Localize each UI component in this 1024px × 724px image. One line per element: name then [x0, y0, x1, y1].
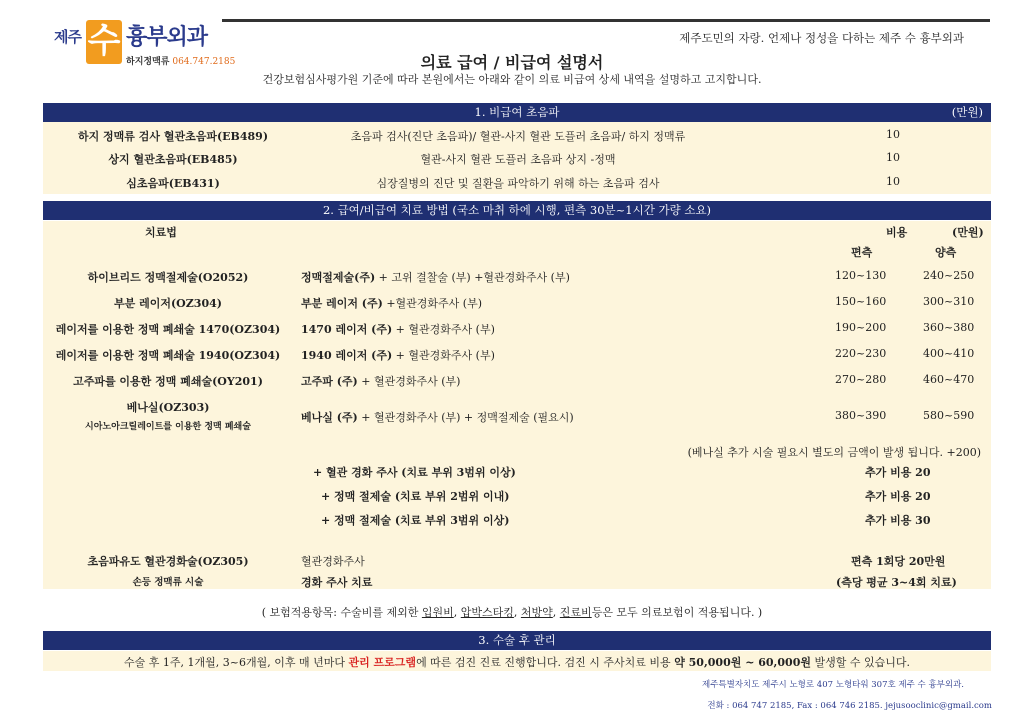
logo-mark: 수	[86, 20, 122, 64]
extra1-cost: 추가 비용 20	[865, 466, 931, 479]
top-rule	[222, 19, 990, 22]
s2-row4-desc: 1940 레이저 (주) + 혈관경화주사 (부)	[301, 349, 495, 362]
logo-region: 제주	[54, 28, 81, 46]
sclero-cost: 편측 1회당 20만원	[851, 555, 946, 568]
venaseal-note: (베나실 추가 시술 필요시 별도의 금액이 발생 됩니다. +200)	[687, 446, 981, 459]
sclero-name: 초음파유도 혈관경화술(OZ305)	[87, 555, 249, 568]
footer-address: 제주특별자치도 제주시 노형로 407 노형타워 307호 제주 수 흉부외과.	[701, 680, 964, 690]
logo-name: 흉부외과	[126, 24, 208, 50]
section1-unit: (만원)	[951, 105, 983, 119]
section1-header: 1. 비급여 초음파 (만원)	[43, 103, 991, 122]
s1-row1-price: 10	[886, 128, 900, 141]
s1-row3-name: 심초음파(EB431)	[126, 177, 220, 190]
sclero-cost2: (측당 평균 3~4회 치료)	[836, 576, 957, 589]
logo-sub: 하지정맥류 064.747.2185	[126, 57, 236, 67]
col-method: 치료법	[145, 226, 177, 239]
section2-table	[43, 239, 991, 589]
venaseal-name: 베나실(OZ303)	[126, 401, 210, 414]
s1-row1-name: 하지 정맥류 검사 혈관초음파(EB489)	[77, 130, 269, 143]
s2-row2-desc: 부분 레이저 (주) +혈관경화주사 (부)	[301, 297, 483, 310]
s2-row3-name: 레이저를 이용한 정맥 폐쇄술 1470(OZ304)	[55, 323, 281, 336]
s1-row3-price: 10	[886, 175, 900, 188]
sclero-desc: 혈관경화주사	[301, 555, 365, 568]
section3-text: 수술 후 1주, 1개월, 3~6개월, 이후 매 년마다 관리 프로그램에 따른 검진 진료 진행합니다. 검진 시 주사치료 비용 약 50,000원 ~ 60,000원 발생할 수 있습니다.	[124, 656, 910, 669]
s2-row3-both: 360~380	[923, 321, 975, 334]
s2-row4-name: 레이저를 이용한 정맥 폐쇄술 1940(OZ304)	[55, 349, 281, 362]
venaseal-subname: 시아노아크릴레이트를 이용한 정맥 폐쇄술	[85, 422, 251, 432]
extra3-cost: 추가 비용 30	[865, 514, 931, 527]
s1-row2-desc: 혈관-사지 혈관 도플러 초음파 상지 -정맥	[420, 153, 616, 166]
s2-row5-both: 460~470	[923, 373, 975, 386]
s1-row2-price: 10	[886, 151, 900, 164]
s2-row1-desc: 정맥절제술(주) + 고위 결찰술 (부) +혈관경화주사 (부)	[301, 271, 570, 284]
section2-header: 2. 급여/비급여 치료 방법 (국소 마취 하에 시행, 편측 30분~1시간 가량 소요)	[43, 201, 991, 220]
venaseal-one: 380~390	[835, 409, 887, 422]
s2-row4-both: 400~410	[923, 347, 975, 360]
sclero-name2: 손등 정맥류 시술	[132, 577, 204, 588]
s2-row4-one: 220~230	[835, 347, 887, 360]
col-cost: 비용	[886, 226, 908, 239]
s2-row5-desc: 고주파 (주) + 혈관경화주사 (부)	[301, 375, 461, 388]
s1-row3-desc: 심장질병의 진단 및 질환을 파악하기 위해 하는 초음파 검사	[376, 177, 660, 190]
col-unit: (만원)	[952, 226, 984, 239]
sclero-desc2: 경화 주사 치료	[301, 576, 373, 589]
s2-row1-name: 하이브리드 정맥절제술(O2052)	[87, 271, 249, 284]
section2-colheader	[43, 221, 991, 239]
extra2-cost: 추가 비용 20	[865, 490, 931, 503]
s2-row5-one: 270~280	[835, 373, 887, 386]
section3-body	[43, 651, 991, 671]
s2-row2-one: 150~160	[835, 295, 887, 308]
s1-row1-desc: 초음파 검사(진단 초음파)/ 혈관-사지 혈관 도플러 초음파/ 하지 정맥류	[350, 130, 686, 143]
page-title: 의료 급여 / 비급여 설명서	[420, 53, 604, 72]
s2-row3-desc: 1470 레이저 (주) + 혈관경화주사 (부)	[301, 323, 495, 336]
col-both-sides: 양측	[935, 246, 957, 259]
s2-row1-one: 120~130	[835, 269, 887, 282]
s2-row5-name: 고주파를 이용한 정맥 폐쇄술(OY201)	[73, 375, 263, 388]
col-one-side: 편측	[851, 246, 873, 259]
intro-text: 건강보험심사평가원 기준에 따라 본원에서는 아래와 같이 의료 비급여 상세 내역을 설명하고 고지합니다.	[262, 73, 762, 86]
extra1-label: + 혈관 경화 주사 (치료 부위 3범위 이상)	[313, 466, 516, 479]
slogan: 제주도민의 자랑. 언제나 정성을 다하는 제주 수 흉부외과	[679, 31, 964, 45]
venaseal-desc: 베나실 (주) + 혈관경화주사 (부) + 정맥절제술 (필요시)	[301, 411, 574, 424]
extra2-label: + 정맥 절제술 (치료 부위 2범위 이내)	[321, 490, 510, 503]
insurance-note: ( 보험적용항목: 수술비를 제외한 입원비, 압박스타킹, 처방약, 진료비등은 모두 의료보험이 적용됩니다. )	[261, 606, 763, 619]
s2-row1-both: 240~250	[923, 269, 975, 282]
footer-contact: 전화 : 064 747 2185, Fax : 064 746 2185. jejusooclinic@gmail.com	[707, 701, 992, 711]
s2-row2-name: 부분 레이저(OZ304)	[114, 297, 222, 310]
s1-row2-name: 상지 혈관초음파(EB485)	[108, 153, 238, 166]
extra3-label: + 정맥 절제술 (치료 부위 3범위 이상)	[321, 514, 510, 527]
section1-table	[43, 122, 991, 194]
s2-row2-both: 300~310	[923, 295, 975, 308]
s2-row3-one: 190~200	[835, 321, 887, 334]
venaseal-both: 580~590	[923, 409, 975, 422]
section3-header: 3. 수술 후 관리	[43, 631, 991, 650]
